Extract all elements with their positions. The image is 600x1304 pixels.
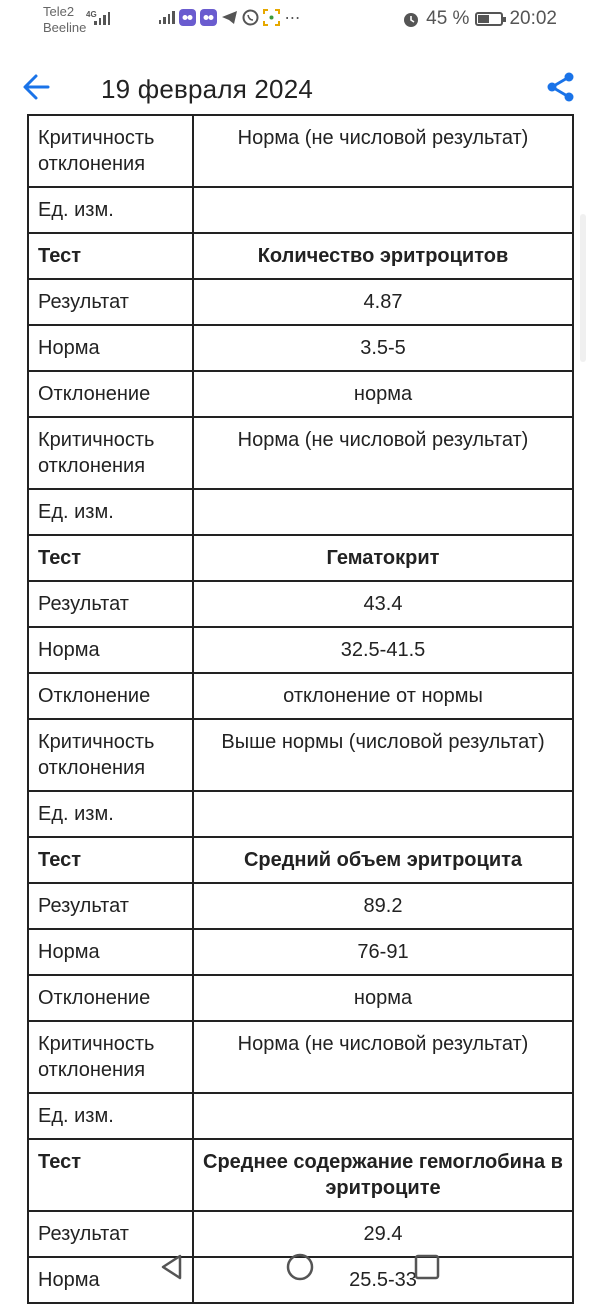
row-value: норма [193, 975, 573, 1021]
table-row [28, 371, 573, 417]
row-value: 3.5-5 [193, 325, 573, 371]
whatsapp-icon [242, 9, 259, 26]
network-type: 4G [86, 10, 97, 19]
nav-home-button[interactable] [283, 1250, 317, 1284]
carrier-info [43, 4, 86, 36]
table-row [28, 975, 573, 1021]
row-value: Выше нормы (числовой результат) [193, 719, 573, 791]
row-label: Отклонение [28, 673, 193, 719]
row-label: Отклонение [28, 975, 193, 1021]
row-value: норма [193, 371, 573, 417]
row-value: Норма (не числовой результат) [193, 417, 573, 489]
row-value: 25.5-33 [193, 1257, 573, 1303]
notification-icons [158, 9, 301, 26]
table-row [28, 791, 573, 837]
row-label: Ед. изм. [28, 1093, 193, 1139]
table-row [28, 279, 573, 325]
row-label: Тест [28, 837, 193, 883]
row-label: Результат [28, 883, 193, 929]
table-row [28, 417, 573, 489]
test-header-row [28, 233, 573, 279]
row-value: Норма (не числовой результат) [193, 115, 573, 187]
test-header-row [28, 535, 573, 581]
table-row [28, 627, 573, 673]
table-row [28, 115, 573, 187]
row-label: Результат [28, 581, 193, 627]
alarm-icon [402, 10, 420, 28]
row-value: Гематокрит [193, 535, 573, 581]
table-row [28, 1093, 573, 1139]
row-value: отклонение от нормы [193, 673, 573, 719]
circle-home-icon [283, 1250, 317, 1284]
row-label: Ед. изм. [28, 791, 193, 837]
row-label: Критичность отклонения [28, 417, 193, 489]
back-arrow-icon [20, 70, 54, 104]
row-value: 32.5-41.5 [193, 627, 573, 673]
table-row [28, 883, 573, 929]
row-label: Отклонение [28, 371, 193, 417]
row-value [193, 1093, 573, 1139]
row-label: Тест [28, 1139, 193, 1211]
row-value: Среднее содержание гемоглобина в эритроците [193, 1139, 573, 1211]
table-row [28, 673, 573, 719]
triangle-back-icon [155, 1250, 189, 1284]
test-header-row [28, 837, 573, 883]
row-label: Результат [28, 279, 193, 325]
row-value: 29.4 [193, 1211, 573, 1257]
battery-fill [478, 15, 489, 23]
clock: 20:02 [509, 8, 557, 29]
row-label: Критичность отклонения [28, 115, 193, 187]
status-right [402, 8, 557, 30]
row-label: Критичность отклонения [28, 719, 193, 791]
row-label: Тест [28, 233, 193, 279]
more-icon: ⋯ [284, 9, 301, 27]
back-button[interactable] [20, 70, 54, 104]
scrollbar[interactable] [580, 214, 586, 362]
page-title: 19 февраля 2024 [101, 74, 314, 104]
row-label: Норма [28, 929, 193, 975]
row-label: Норма [28, 1257, 193, 1303]
row-value: Количество эритроцитов [193, 233, 573, 279]
row-label: Критичность отклонения [28, 1021, 193, 1093]
messenger-icon [200, 9, 217, 26]
table-row [28, 489, 573, 535]
row-label: Норма [28, 627, 193, 673]
row-value: 89.2 [193, 883, 573, 929]
table-row [28, 187, 573, 233]
status-bar [0, 0, 600, 44]
share-icon [544, 70, 578, 104]
row-value: 43.4 [193, 581, 573, 627]
row-value: Средний объем эритроцита [193, 837, 573, 883]
table-row [28, 325, 573, 371]
results-content[interactable] [0, 127, 600, 1291]
table-row [28, 929, 573, 975]
test-header-row [28, 1139, 573, 1211]
signal-2-icon [158, 9, 175, 26]
row-value [193, 187, 573, 233]
messenger-icon [179, 9, 196, 26]
scan-icon [263, 9, 280, 26]
table-row [28, 1021, 573, 1093]
carrier-1: Tele2 [43, 4, 75, 19]
row-value: Норма (не числовой результат) [193, 1021, 573, 1093]
telegram-icon [221, 9, 238, 26]
nav-recents-button[interactable] [410, 1250, 444, 1284]
row-label: Ед. изм. [28, 489, 193, 535]
row-label: Результат [28, 1211, 193, 1257]
battery-icon [475, 12, 503, 26]
share-button[interactable] [544, 70, 578, 104]
row-value: 76-91 [193, 929, 573, 975]
row-value [193, 791, 573, 837]
row-value [193, 489, 573, 535]
nav-back-button[interactable] [155, 1250, 189, 1284]
row-label: Тест [28, 535, 193, 581]
results-table [27, 114, 574, 1304]
row-value: 4.87 [193, 279, 573, 325]
row-label: Ед. изм. [28, 187, 193, 233]
row-label: Норма [28, 325, 193, 371]
square-recents-icon [410, 1250, 444, 1284]
table-row [28, 719, 573, 791]
battery-percent: 45 % [426, 8, 470, 29]
table-row [28, 581, 573, 627]
carrier-2: Beeline [43, 20, 87, 35]
system-nav-bar [0, 1236, 600, 1299]
signal-1-icon [94, 12, 110, 25]
